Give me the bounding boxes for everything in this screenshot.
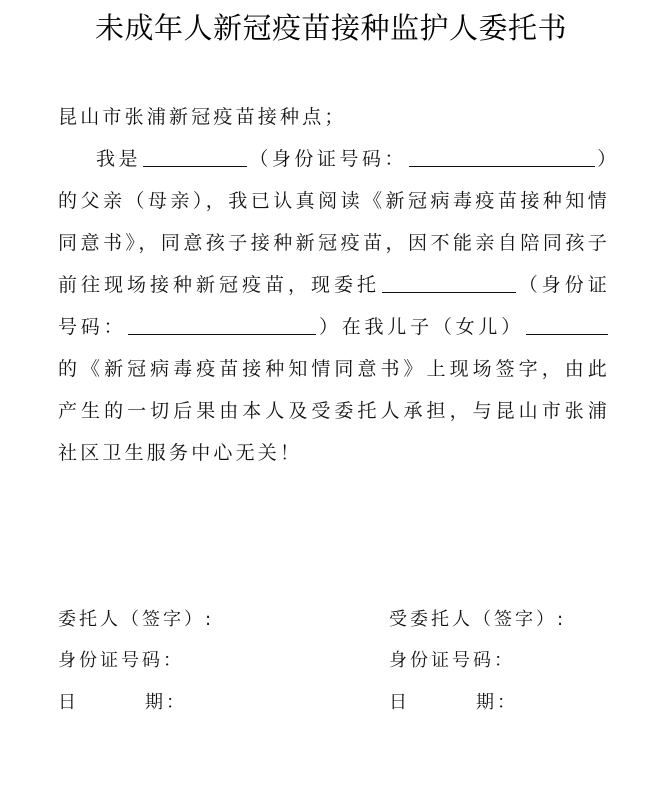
body-text-6: 的《新冠病毒疫苗接种知情同意书》上现场签字，由此产生的一切后果由本人及受委托人承担，与昆山市张浦社区卫生服务中心无关！ [58, 358, 610, 464]
document-title: 未成年人新冠疫苗接种监护人委托书 [94, 11, 567, 45]
document-body [58, 96, 610, 474]
right-date-label [389, 693, 518, 713]
guardian-name-blank[interactable] [143, 147, 247, 167]
body-text-5: ）在我儿子（女儿） [318, 316, 524, 338]
left-id-label: 身份证号码： [58, 650, 184, 671]
left-date-label [58, 693, 187, 713]
right-id-label: 身份证号码： [389, 650, 515, 671]
body-paragraph [58, 138, 610, 474]
child-name-blank[interactable] [526, 315, 608, 335]
body-text-2: （身份证号码： [249, 148, 407, 170]
right-signer-label: 受委托人（签字）: [389, 609, 567, 630]
body-text-1: 我是 [96, 148, 142, 170]
body-text-3: ）的父亲（母亲），我已认真阅读《新冠病毒疫苗接种知情同意书》，同意孩子接种新冠疫苗，因不能亲自陪同孩子前往现场接种新冠疫苗，现委托 [58, 148, 611, 296]
delegate-name-blank[interactable] [382, 273, 516, 293]
left-date-label-b: 期： [145, 692, 187, 713]
delegate-id-blank[interactable] [128, 315, 316, 335]
right-date-label-b: 期： [476, 692, 518, 713]
body-text-4: （身份证号码： [58, 274, 610, 338]
guardian-id-blank[interactable] [409, 147, 595, 167]
salutation: 昆山市张浦新冠疫苗接种点； [58, 106, 347, 128]
right-date-label-a: 日 [389, 692, 410, 713]
left-signer-label: 委托人（签字）: [58, 609, 215, 630]
left-date-label-a: 日 [58, 692, 79, 713]
